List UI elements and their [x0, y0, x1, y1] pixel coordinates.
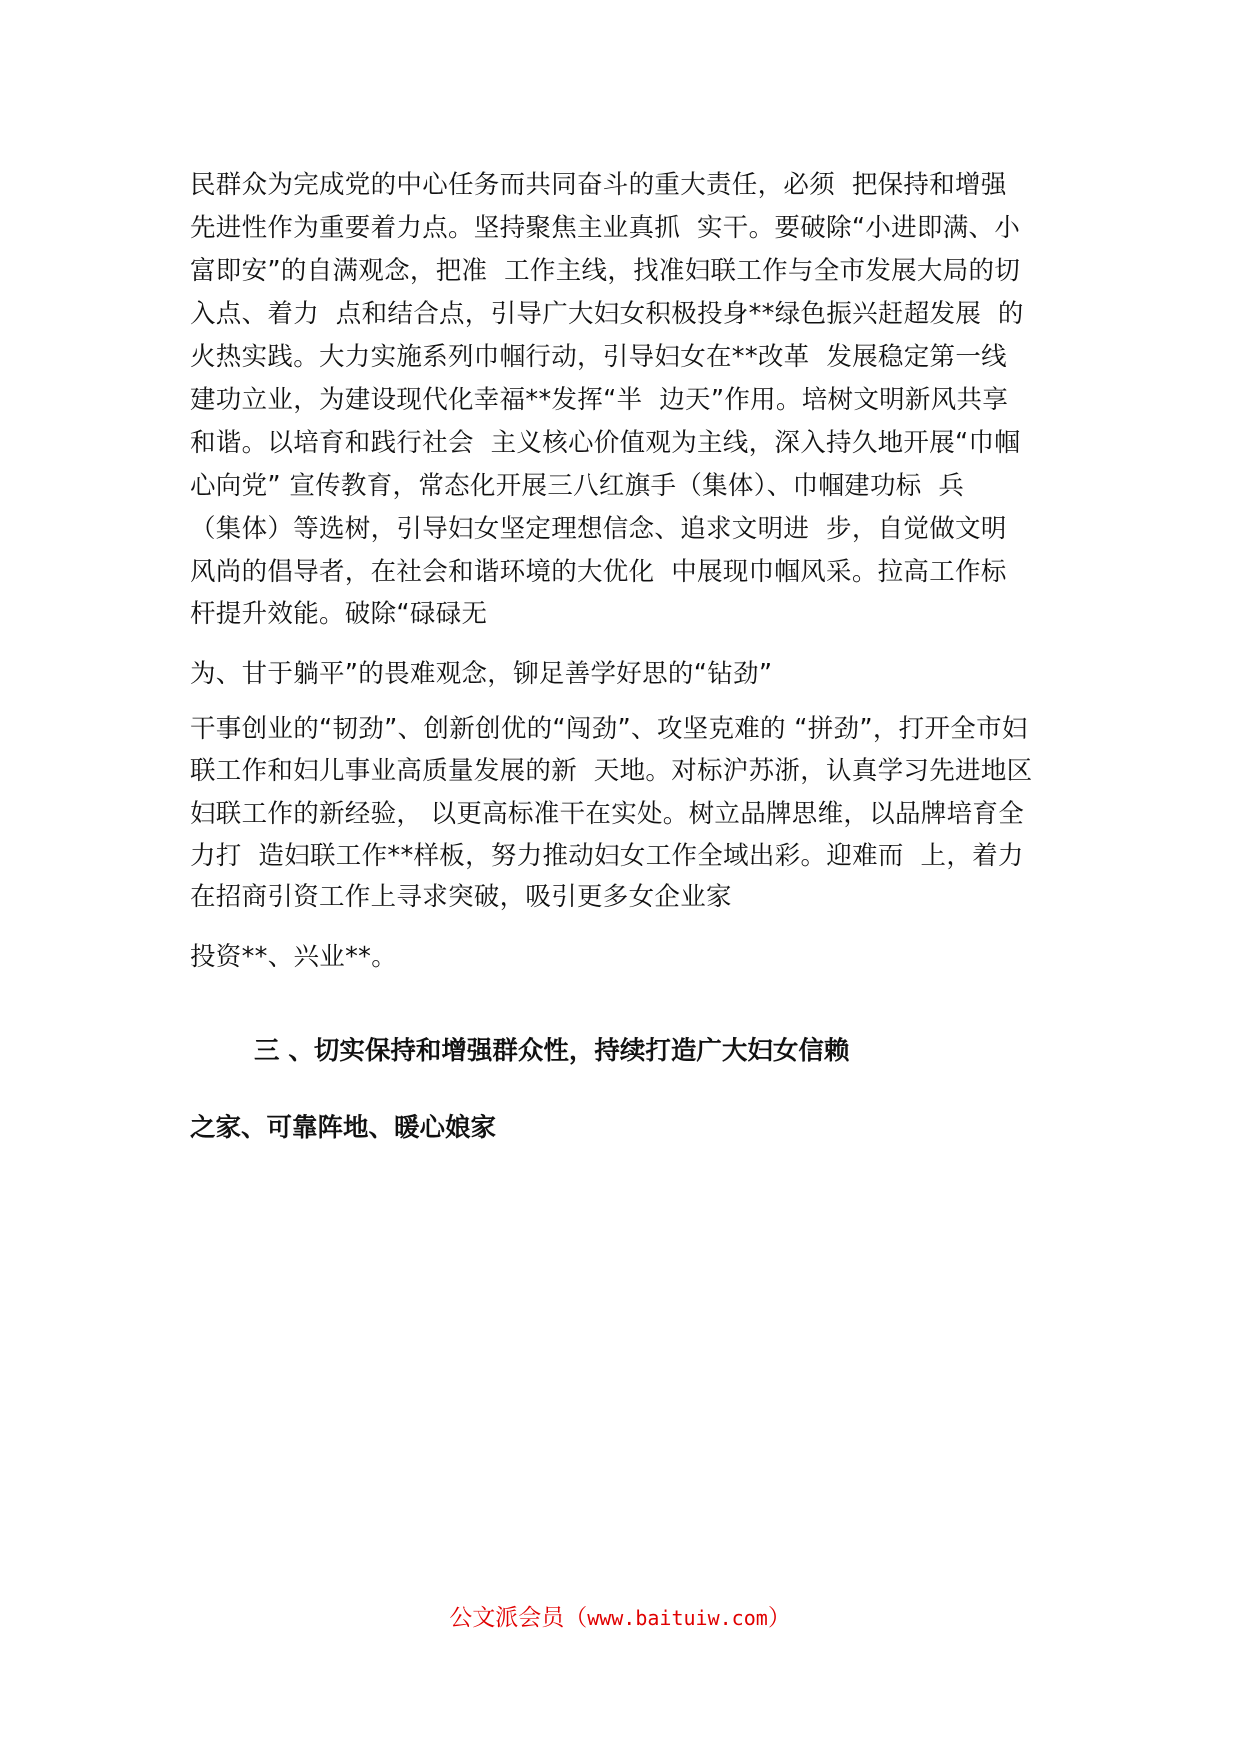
body-text-line: 联工作和妇儿事业高质量发展的新 天地。对标沪苏浙，认真学习先进地区 — [190, 756, 1033, 786]
body-text-line: 先进性作为重要着力点。坚持聚焦主业真抓 实干。要破除“小进即满、小 — [190, 213, 1021, 243]
body-text-line: 妇联工作的新经验， 以更高标准干在实处。树立品牌思维，以品牌培育全 — [190, 799, 1025, 829]
section-heading-line-2: 之家、可靠阵地、暖心娘家 — [190, 1113, 497, 1143]
body-text-line: 民群众为完成党的中心任务而共同奋斗的重大责任，必须 把保持和增强 — [190, 170, 1007, 200]
body-text-line: 力打 造妇联工作**样板，努力推动妇女工作全域出彩。迎难而 上，着力 — [190, 841, 1024, 871]
footer-label: 公文派会员（ — [449, 1605, 588, 1631]
body-text-line: 杆提升效能。破除“碌碌无 — [190, 599, 488, 629]
body-text-line: 和谐。以培育和践行社会 主义核心价值观为主线，深入持久地开展“巾帼 — [190, 428, 1021, 458]
body-text-line: 建功立业，为建设现代化幸福**发挥“半 边天”作用。培树文明新风共享 — [190, 385, 1009, 415]
body-text-line: 火热实践。大力实施系列巾帼行动，引导妇女在**改革 发展稳定第一线 — [190, 342, 1007, 372]
body-text-line: 风尚的倡导者，在社会和谐环境的大优化 中展现巾帼风采。拉高工作标 — [190, 557, 1007, 587]
body-text-line: 为、甘于躺平”的畏难观念，铆足善学好思的“钻劲” — [190, 659, 773, 689]
footer-close: ） — [767, 1605, 791, 1631]
body-text-line: 在招商引资工作上寻求突破，吸引更多女企业家 — [190, 882, 732, 912]
body-text-line: 投资**、兴业**。 — [190, 942, 398, 972]
body-text-line: 富即安”的自满观念，把准 工作主线，找准妇联工作与全市发展大局的切 — [190, 256, 1021, 286]
body-text-line: 心向党” 宣传教育，常态化开展三八红旗手（集体）、巾帼建功标 兵 — [190, 471, 965, 501]
body-text-line: 干事创业的“韧劲”、创新创优的“闯劲”、攻坚克难的 “拼劲”，打开全市妇 — [190, 714, 1028, 744]
body-text-line: （集体）等选树，引导妇女坚定理想信念、追求文明进 步，自觉做文明 — [190, 514, 1007, 544]
body-text-line: 入点、着力 点和结合点，引导广大妇女积极投身**绿色振兴赶超发展 的 — [190, 299, 1024, 329]
section-heading-line-1: 三 、切实保持和增强群众性，持续打造广大妇女信赖 — [254, 1036, 850, 1066]
footer-url: www.baituiw.com — [587, 1606, 768, 1630]
footer-watermark — [0, 1603, 1240, 1633]
